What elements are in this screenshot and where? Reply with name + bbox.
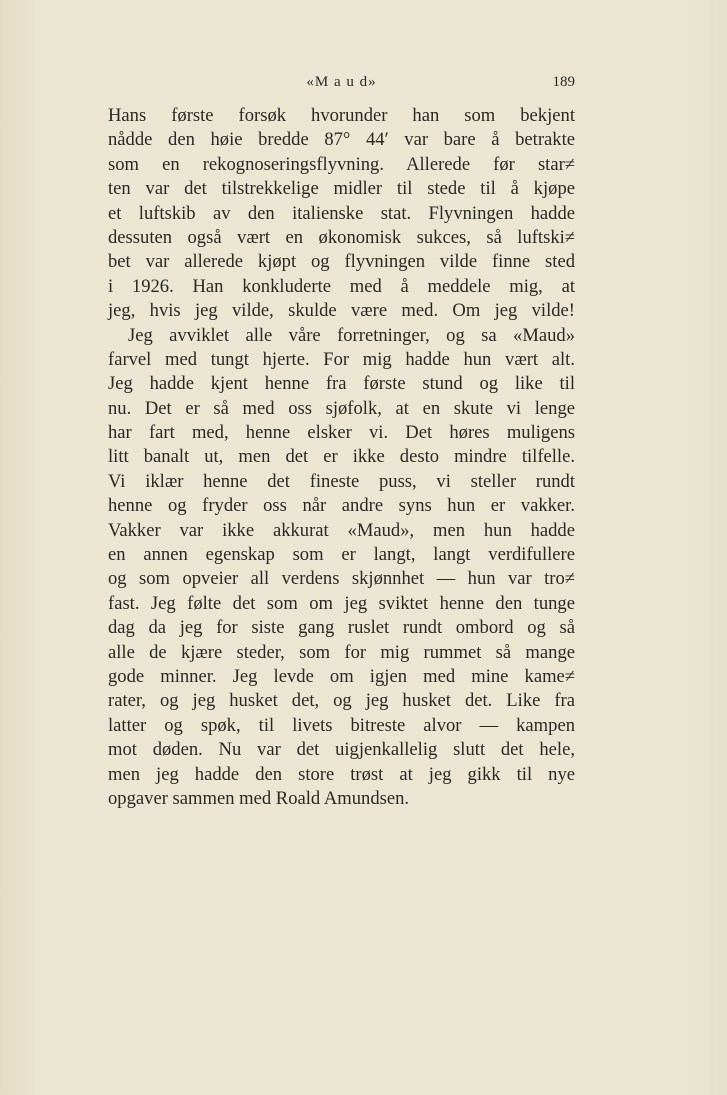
text-line-last: opgaver sammen med Roald Amundsen.: [108, 787, 410, 809]
text-line: dessuten også vært en økonomisk sukces, så luftski≠: [108, 226, 575, 248]
text-line: Vakker var ikke akkurat «Maud», men hun hadde: [108, 519, 575, 541]
text-line: litt banalt ut, men det er ikke desto mindre tilfelle.: [108, 446, 575, 468]
text-line: dag da jeg for siste gang ruslet rundt ombord og så: [108, 617, 575, 639]
running-title: «M a u d»: [306, 74, 377, 90]
text-line: henne og fryder oss når andre syns hun er vakker.: [108, 495, 575, 517]
text-line: nu. Det er så med oss sjøfolk, at en skute vi lenge: [108, 397, 575, 419]
text-line: ten var det tilstrekkelige midler til stede til å kjøpe: [108, 178, 575, 200]
text-line: fast. Jeg følte det som om jeg sviktet henne den tunge: [108, 592, 575, 614]
text-line: et luftskib av den italienske stat. Flyvningen hadde: [108, 202, 575, 224]
text-line: og som opveier all verdens skjønnhet — hun var tro≠: [108, 568, 575, 590]
text-line: alle de kjære steder, som for mig rummet så mange: [108, 641, 575, 663]
text-line: jeg, hvis jeg vilde, skulde være med. Om jeg vilde!: [108, 300, 575, 322]
text-line: rater, og jeg husket det, og jeg husket det. Like fra: [108, 690, 575, 712]
text-line: nådde den høie bredde 87° 44′ var bare å betrakte: [108, 129, 575, 151]
page-number: 189: [552, 74, 575, 90]
text-line: Jeg avviklet alle våre forretninger, og sa «Maud»: [128, 324, 575, 346]
text-line: Vi iklær henne det fineste puss, vi steller rundt: [108, 470, 575, 492]
body-text: [108, 104, 575, 811]
text-line: bet var allerede kjøpt og flyvningen vilde finne sted: [108, 251, 575, 273]
text-line: har fart med, henne elsker vi. Det høres muligens: [108, 422, 575, 444]
text-line: farvel med tungt hjerte. For mig hadde hun vært alt.: [108, 348, 575, 370]
text-line: mot døden. Nu var det uigjenkallelig slutt det hele,: [108, 739, 575, 761]
text-line: latter og spøk, til livets bitreste alvor — kampen: [108, 714, 575, 736]
text-line: i 1926. Han konkluderte med å meddele mig, at: [108, 275, 575, 297]
text-line: gode minner. Jeg levde om igjen med mine kame≠: [108, 665, 575, 687]
text-line: som en rekognoseringsflyvning. Allerede før star≠: [108, 153, 575, 175]
text-line: Hans første forsøk hvorunder han som bekjent: [108, 105, 575, 126]
text-line: Jeg hadde kjent henne fra første stund og like til: [108, 373, 575, 395]
text-line: men jeg hadde den store trøst at jeg gikk til nye: [108, 763, 575, 785]
running-head: [108, 74, 575, 96]
text-line: en annen egenskap som er langt, langt verdifullere: [108, 544, 575, 566]
